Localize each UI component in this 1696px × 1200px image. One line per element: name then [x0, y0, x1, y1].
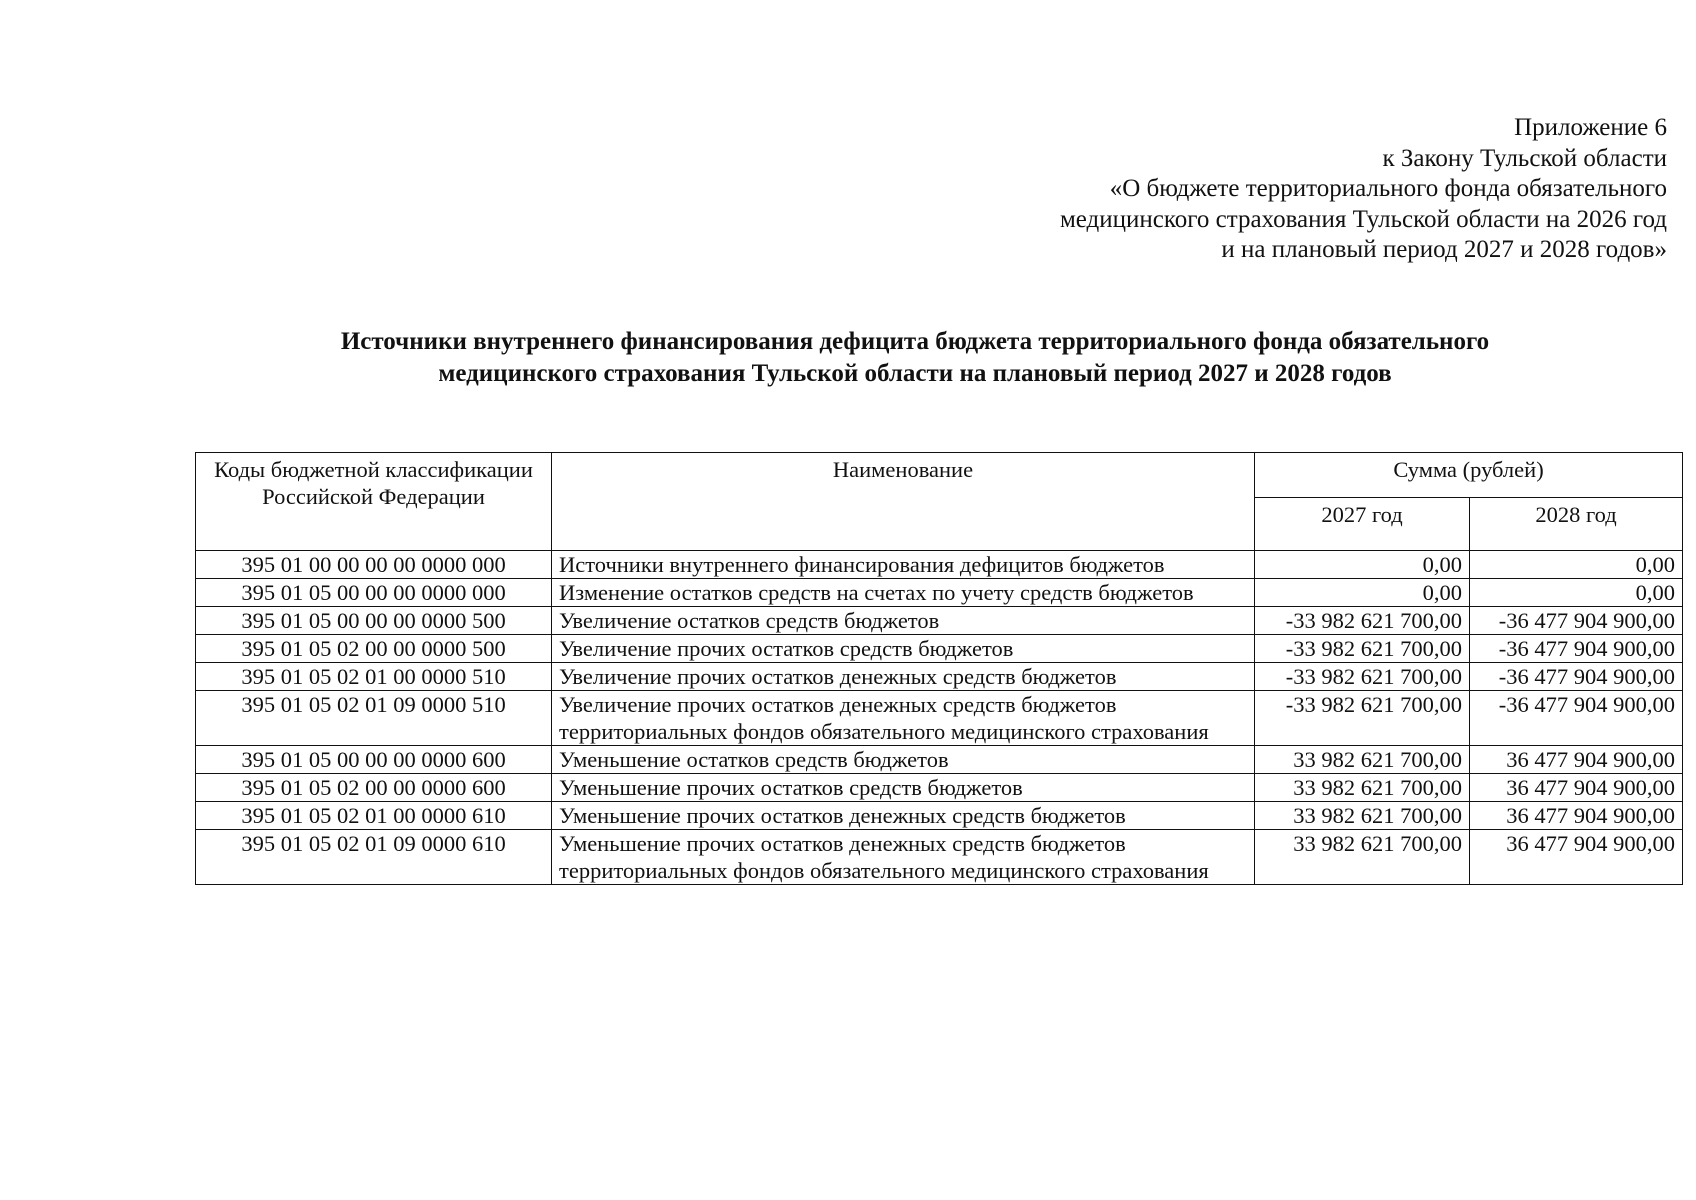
- amount-2028: -36 477 904 900,00: [1470, 691, 1683, 746]
- table-row: [196, 830, 1683, 885]
- item-name: Уменьшение остатков средств бюджетов: [552, 746, 1255, 774]
- table-row: [196, 746, 1683, 774]
- table-row: [196, 579, 1683, 607]
- header-year-2027: 2027 год: [1255, 498, 1470, 551]
- item-name: Увеличение прочих остатков средств бюджетов: [552, 635, 1255, 663]
- appendix-law-title-line3: и на плановый период 2027 и 2028 годов»: [1221, 236, 1667, 263]
- table-body: [196, 551, 1683, 885]
- amount-2027: 33 982 621 700,00: [1255, 802, 1470, 830]
- appendix-header: [767, 113, 1667, 266]
- table-row: [196, 635, 1683, 663]
- amount-2028: 0,00: [1470, 579, 1683, 607]
- appendix-law-title-line1: «О бюджете территориального фонда обязательного: [1109, 175, 1667, 202]
- amount-2027: 33 982 621 700,00: [1255, 774, 1470, 802]
- amount-2027: 33 982 621 700,00: [1255, 830, 1470, 885]
- table-row: [196, 691, 1683, 746]
- budget-code: 395 01 05 00 00 00 0000 600: [196, 746, 552, 774]
- table-row: [196, 774, 1683, 802]
- amount-2027: -33 982 621 700,00: [1255, 635, 1470, 663]
- amount-2028: 36 477 904 900,00: [1470, 774, 1683, 802]
- amount-2027: -33 982 621 700,00: [1255, 663, 1470, 691]
- budget-code: 395 01 05 02 01 09 0000 510: [196, 691, 552, 746]
- table-row: [196, 607, 1683, 635]
- table-header: [196, 453, 1683, 551]
- document-title-line1: Источники внутреннего финансирования дефицита бюджета территориального фонда обязательного: [340, 328, 1490, 355]
- budget-code: 395 01 00 00 00 00 0000 000: [196, 551, 552, 579]
- financing-sources-table: [195, 452, 1683, 885]
- header-name: Наименование: [552, 453, 1255, 551]
- table-row: [196, 663, 1683, 691]
- budget-code: 395 01 05 02 00 00 0000 500: [196, 635, 552, 663]
- header-year-2028: 2028 год: [1470, 498, 1683, 551]
- document-title-line2: медицинского страхования Тульской области на плановый период 2027 и 2028 годов: [438, 360, 1392, 387]
- budget-code: 395 01 05 00 00 00 0000 000: [196, 579, 552, 607]
- amount-2027: 0,00: [1255, 579, 1470, 607]
- amount-2027: 33 982 621 700,00: [1255, 746, 1470, 774]
- document-title: [180, 326, 1650, 390]
- amount-2027: 0,00: [1255, 551, 1470, 579]
- amount-2027: -33 982 621 700,00: [1255, 691, 1470, 746]
- item-name: Увеличение остатков средств бюджетов: [552, 607, 1255, 635]
- table-row: [196, 551, 1683, 579]
- header-sum: Сумма (рублей): [1255, 453, 1683, 498]
- amount-2028: -36 477 904 900,00: [1470, 607, 1683, 635]
- item-name: Изменение остатков средств на счетах по учету средств бюджетов: [552, 579, 1255, 607]
- item-name: Уменьшение прочих остатков денежных средств бюджетов территориальных фондов обязательного медицинского страхования: [552, 830, 1255, 885]
- amount-2028: -36 477 904 900,00: [1470, 635, 1683, 663]
- item-name: Уменьшение прочих остатков денежных средств бюджетов: [552, 802, 1255, 830]
- amount-2028: 36 477 904 900,00: [1470, 830, 1683, 885]
- amount-2028: 36 477 904 900,00: [1470, 746, 1683, 774]
- item-name: Увеличение прочих остатков денежных средств бюджетов территориальных фондов обязательного медицинского страхования: [552, 691, 1255, 746]
- appendix-law-title-line2: медицинского страхования Тульской области на 2026 год: [1059, 205, 1667, 233]
- appendix-number: Приложение 6: [1514, 114, 1667, 141]
- table-row: [196, 802, 1683, 830]
- item-name: Источники внутреннего финансирования дефицитов бюджетов: [552, 551, 1255, 579]
- amount-2027: -33 982 621 700,00: [1255, 607, 1470, 635]
- amount-2028: -36 477 904 900,00: [1470, 663, 1683, 691]
- item-name: Уменьшение прочих остатков средств бюджетов: [552, 774, 1255, 802]
- budget-code: 395 01 05 02 01 00 0000 610: [196, 802, 552, 830]
- budget-code: 395 01 05 00 00 00 0000 500: [196, 607, 552, 635]
- budget-code: 395 01 05 02 00 00 0000 600: [196, 774, 552, 802]
- amount-2028: 0,00: [1470, 551, 1683, 579]
- header-codes: Коды бюджетной классификации Российской Федерации: [196, 453, 552, 551]
- item-name: Увеличение прочих остатков денежных средств бюджетов: [552, 663, 1255, 691]
- appendix-law-ref: к Закону Тульской области: [1382, 144, 1667, 172]
- budget-code: 395 01 05 02 01 00 0000 510: [196, 663, 552, 691]
- amount-2028: 36 477 904 900,00: [1470, 802, 1683, 830]
- budget-code: 395 01 05 02 01 09 0000 610: [196, 830, 552, 885]
